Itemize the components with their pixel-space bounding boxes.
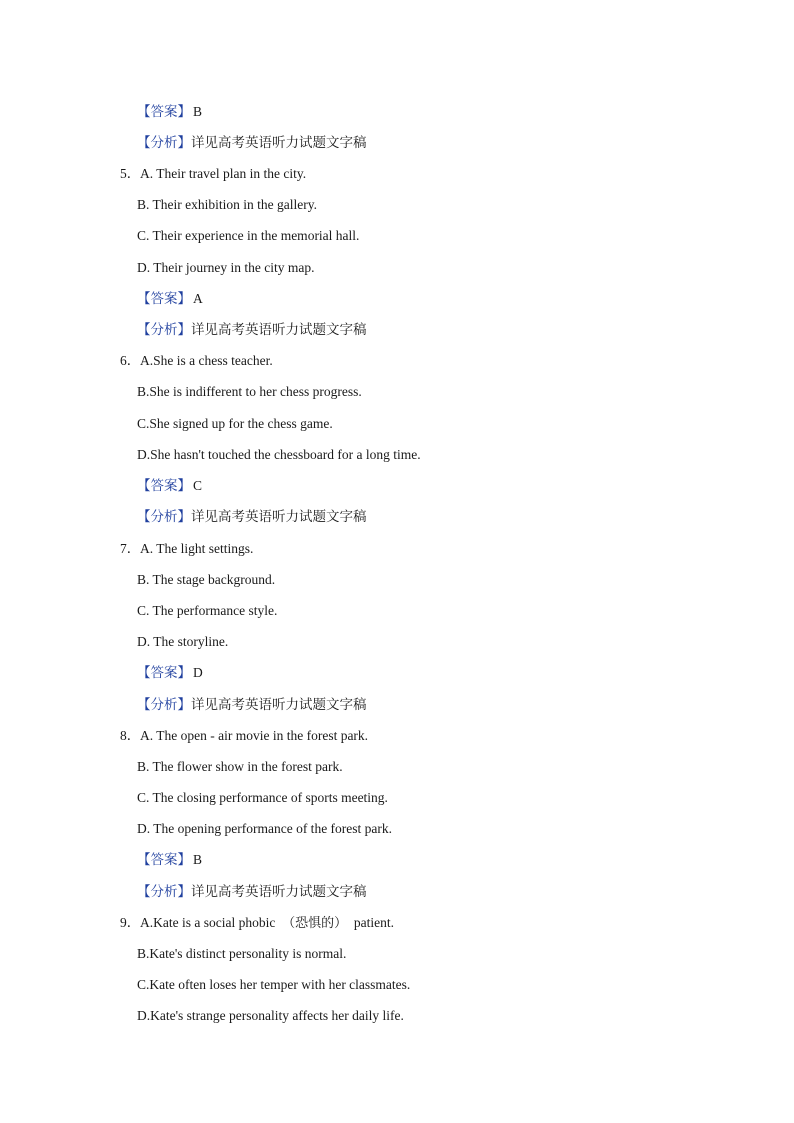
question-number: 9． — [120, 915, 141, 930]
question-6-answer-line — [137, 477, 202, 495]
answer-tag: 【答案】 — [137, 665, 191, 681]
option-text: A.She is a chess teacher. — [140, 353, 273, 368]
question-number: 8． — [120, 728, 141, 743]
prev-analysis-line — [137, 134, 367, 152]
analysis-tag: 【分析】 — [137, 884, 191, 900]
analysis-text: 详见高考英语听力试题文字稿 — [191, 697, 367, 713]
option-text: A. The open - air movie in the forest park. — [140, 728, 369, 743]
analysis-tag: 【分析】 — [137, 135, 191, 151]
analysis-tag: 【分析】 — [137, 509, 191, 525]
question-5-analysis-line — [137, 321, 367, 339]
question-6-option-a — [120, 352, 273, 370]
question-7-option-a — [120, 540, 253, 558]
question-5-option-d: D. Their journey in the city map. — [137, 260, 315, 275]
option-gloss: （恐惧的） — [282, 916, 348, 931]
answer-value: C — [193, 478, 203, 493]
prev-answer-line — [137, 103, 202, 121]
question-7-option-c: C. The performance style. — [137, 603, 278, 618]
option-text-tail: patient. — [353, 915, 394, 930]
question-number: 6． — [120, 353, 141, 368]
question-7-answer-line — [137, 664, 203, 682]
question-8-option-b: B. The flower show in the forest park. — [137, 759, 343, 774]
option-text: A.Kate is a social phobic — [140, 915, 276, 930]
question-7-option-d: D. The storyline. — [137, 634, 229, 649]
answer-value: B — [193, 852, 203, 867]
question-8-analysis-line — [137, 883, 367, 901]
question-9-option-c: C.Kate often loses her temper with her classmates. — [137, 977, 411, 992]
question-9-option-d: D.Kate's strange personality affects her daily life. — [137, 1008, 404, 1023]
answer-tag: 【答案】 — [137, 852, 191, 868]
answer-value: A — [193, 291, 203, 306]
question-5-answer-line — [137, 290, 203, 308]
question-6-option-c: C.She signed up for the chess game. — [137, 416, 333, 431]
question-5-option-b: B. Their exhibition in the gallery. — [137, 197, 317, 212]
question-number: 7． — [120, 541, 141, 556]
question-7-analysis-line — [137, 696, 367, 714]
question-7-option-b: B. The stage background. — [137, 572, 276, 587]
analysis-tag: 【分析】 — [137, 697, 191, 713]
answer-value: D — [193, 665, 203, 680]
answer-value: B — [193, 104, 203, 119]
question-6-analysis-line — [137, 508, 367, 526]
answer-tag: 【答案】 — [137, 478, 191, 494]
question-9-option-a — [120, 914, 394, 932]
question-8-answer-line — [137, 851, 202, 869]
question-8-option-c: C. The closing performance of sports meeting. — [137, 790, 388, 805]
analysis-tag: 【分析】 — [137, 322, 191, 338]
question-8-option-a — [120, 727, 368, 745]
analysis-text: 详见高考英语听力试题文字稿 — [191, 322, 367, 338]
question-6-option-d: D.She hasn't touched the chessboard for a long time. — [137, 447, 421, 462]
question-5-option-c: C. Their experience in the memorial hall. — [137, 228, 360, 243]
analysis-text: 详见高考英语听力试题文字稿 — [191, 884, 367, 900]
question-6-option-b: B.She is indifferent to her chess progress. — [137, 384, 362, 399]
question-number: 5． — [120, 166, 141, 181]
question-8-option-d: D. The opening performance of the forest park. — [137, 821, 393, 836]
analysis-text: 详见高考英语听力试题文字稿 — [191, 509, 367, 525]
analysis-text: 详见高考英语听力试题文字稿 — [191, 135, 367, 151]
question-5-option-a — [120, 165, 306, 183]
option-text: A. The light settings. — [140, 541, 254, 556]
option-text: A. Their travel plan in the city. — [140, 166, 307, 181]
answer-tag: 【答案】 — [137, 104, 191, 120]
answer-tag: 【答案】 — [137, 291, 191, 307]
question-9-option-b: B.Kate's distinct personality is normal. — [137, 946, 347, 961]
